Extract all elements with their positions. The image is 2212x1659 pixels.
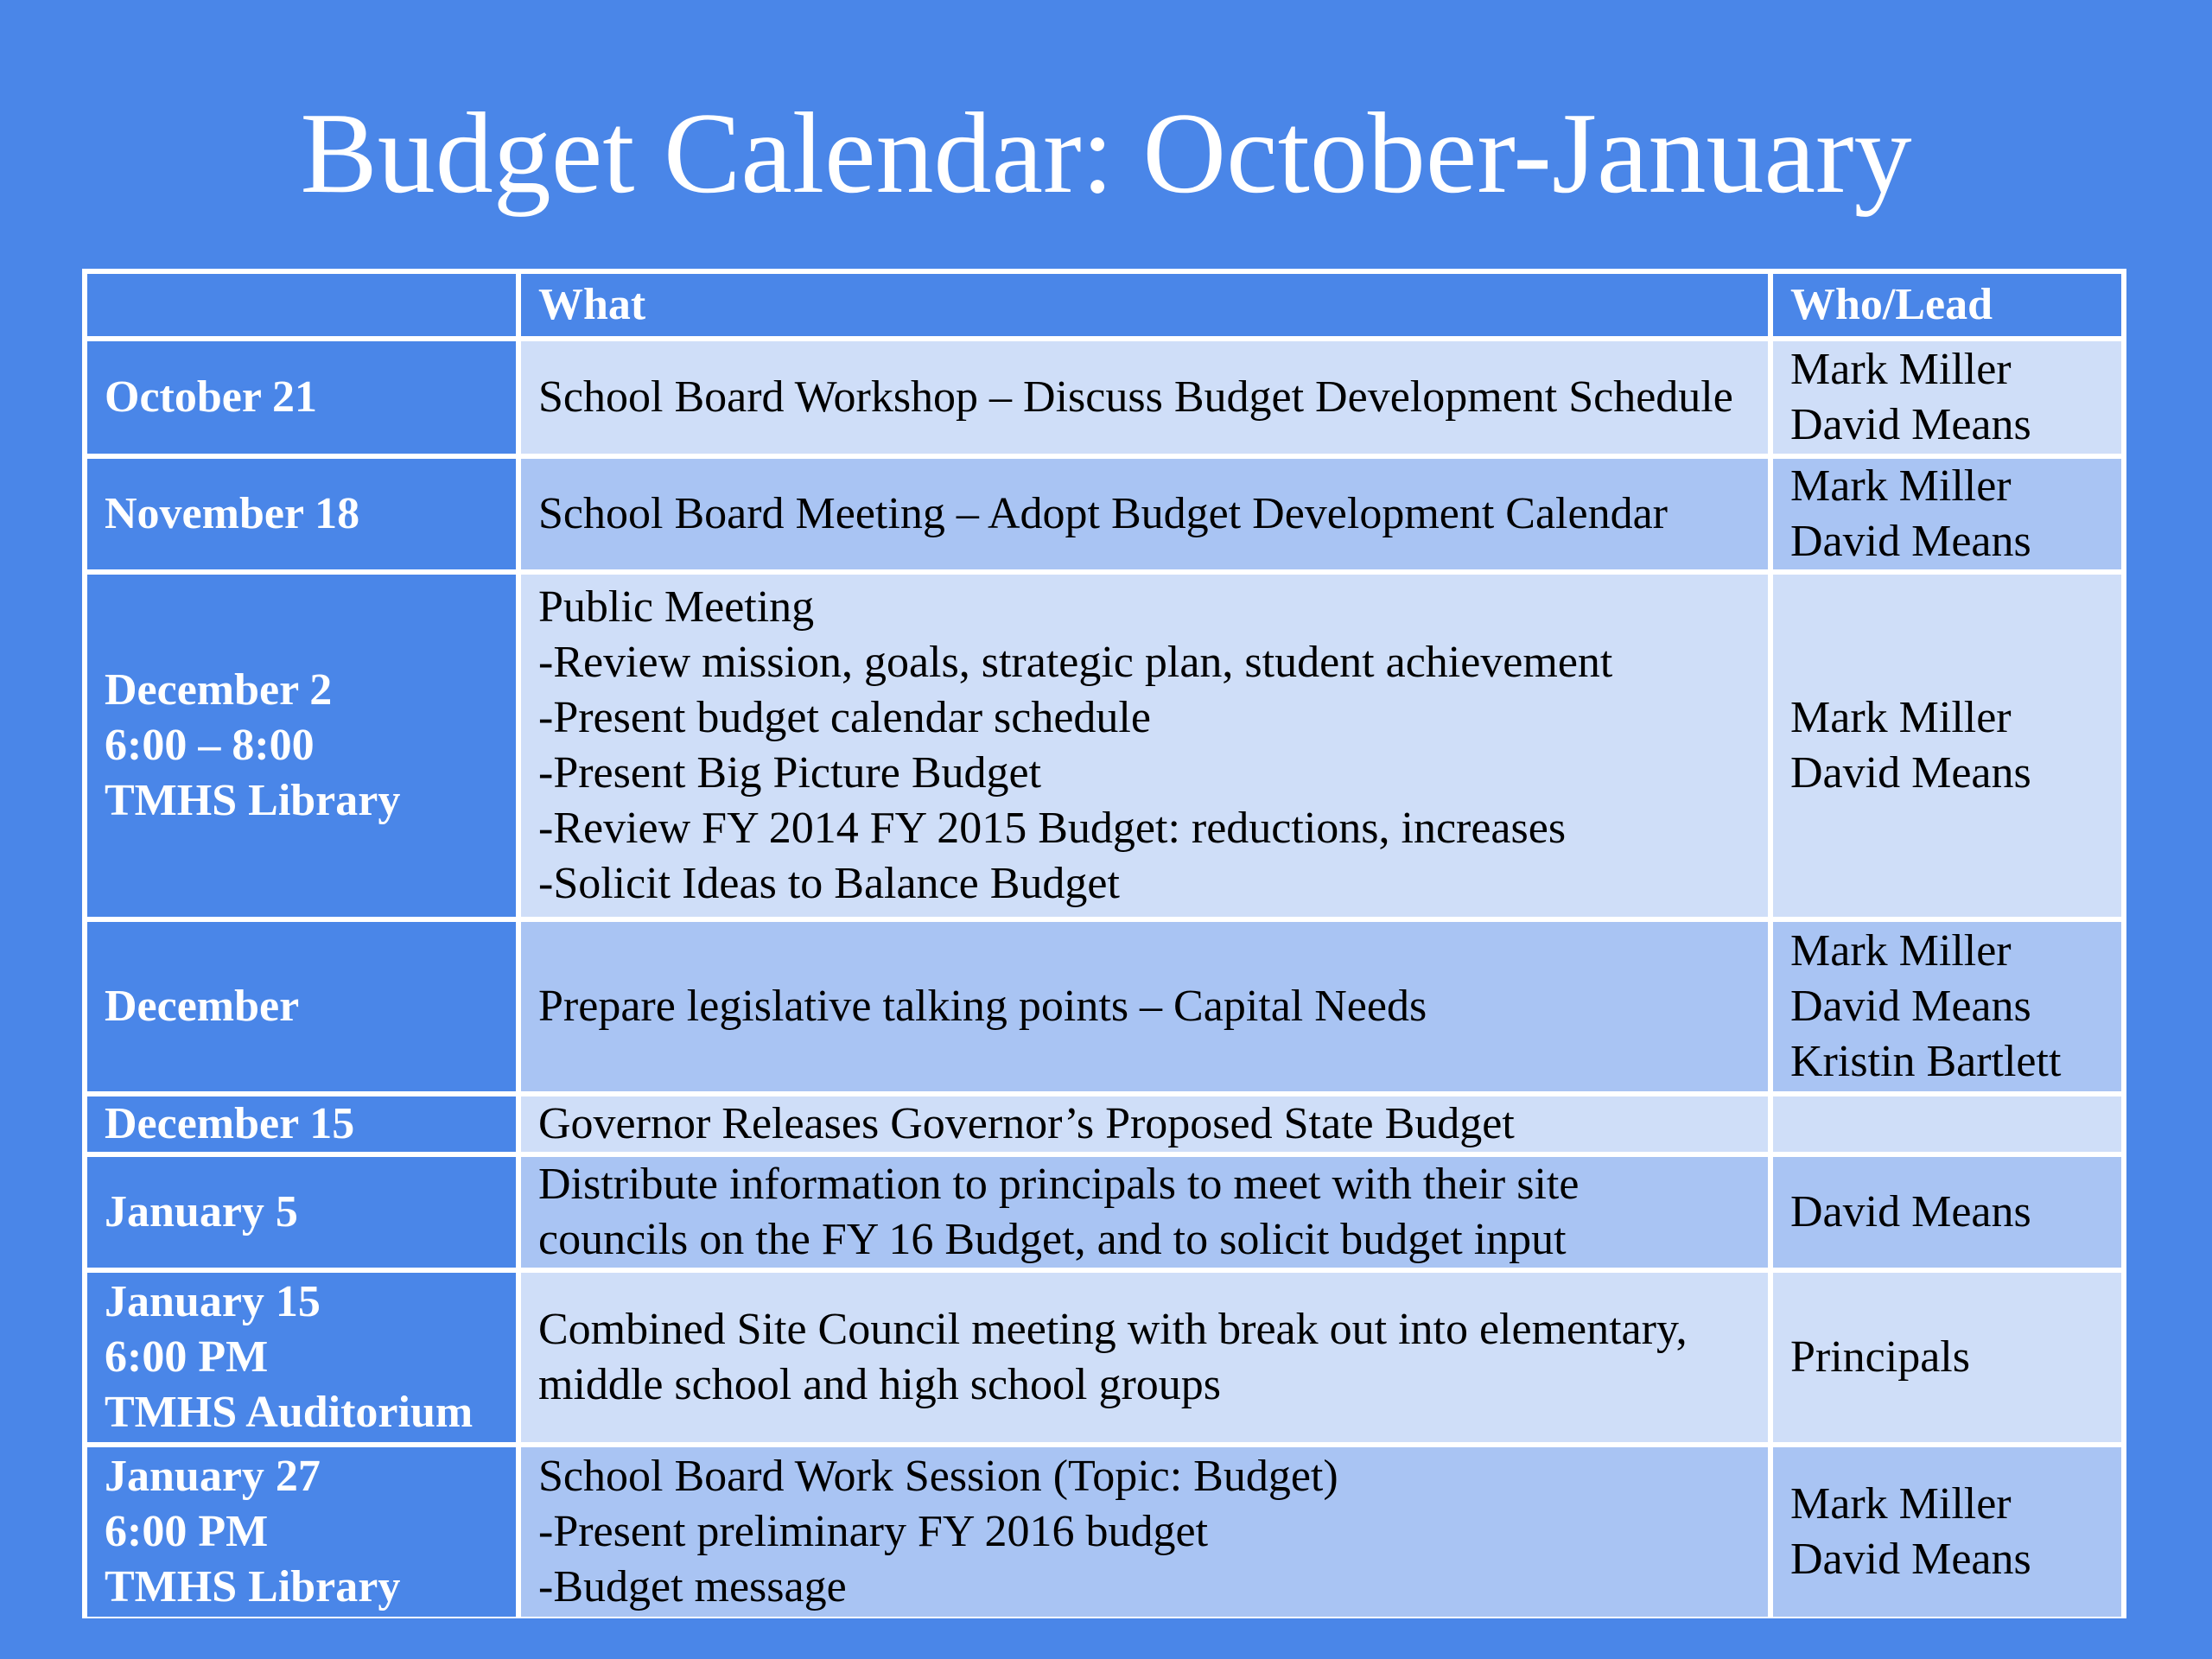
date-line: January 5 (105, 1187, 298, 1236)
date-line: 6:00 PM (105, 1332, 269, 1382)
date-line: 6:00 – 8:00 (105, 721, 315, 770)
header-row (87, 274, 2121, 336)
date-cell (87, 1273, 516, 1442)
what-cell (521, 1157, 1768, 1268)
who-line: Mark Miller (1790, 926, 2012, 976)
what-line: -Review mission, goals, strategic plan, student achievement (538, 638, 1613, 687)
who-cell (1773, 1273, 2121, 1442)
date-cell (87, 459, 516, 569)
slide-title: Budget Calendar: October-January (300, 89, 1912, 217)
what-cell (521, 922, 1768, 1091)
what-line: middle school and high school groups (538, 1360, 1222, 1409)
table-row (87, 1447, 2121, 1617)
what-line: Governor Releases Governor’s Proposed State Budget (538, 1099, 1515, 1148)
date-line: January 27 (105, 1452, 321, 1501)
date-line: October 21 (105, 372, 317, 422)
date-line: November 18 (105, 489, 360, 538)
what-line: Distribute information to principals to meet with their site (538, 1160, 1580, 1209)
who-line: Mark Miller (1790, 345, 2012, 394)
table-row (87, 459, 2121, 569)
table-row (87, 1273, 2121, 1442)
who-line: Kristin Bartlett (1790, 1037, 2062, 1086)
date-line: December 2 (105, 665, 333, 715)
who-line: David Means (1790, 1187, 2031, 1236)
header-who: Who/Lead (1773, 274, 2121, 336)
what-line: School Board Meeting – Adopt Budget Development Calendar (538, 489, 1668, 538)
who-line: David Means (1790, 400, 2031, 449)
who-line: Mark Miller (1790, 461, 2012, 511)
what-line: -Solicit Ideas to Balance Budget (538, 859, 1120, 908)
who-line: Principals (1790, 1332, 1970, 1382)
who-cell (1773, 922, 2121, 1091)
who-line: Mark Miller (1790, 1479, 2012, 1529)
date-cell (87, 575, 516, 917)
date-line: 6:00 PM (105, 1507, 269, 1556)
date-line: December 15 (105, 1099, 355, 1148)
what-cell (521, 459, 1768, 569)
date-cell (87, 341, 516, 454)
what-cell (521, 1096, 1768, 1152)
what-cell (521, 341, 1768, 454)
what-line: -Present Big Picture Budget (538, 748, 1042, 798)
who-line: David Means (1790, 982, 2031, 1031)
who-line: David Means (1790, 517, 2031, 566)
table-row (87, 1096, 2121, 1152)
who-cell-empty (1773, 1096, 2121, 1152)
what-line: -Present preliminary FY 2016 budget (538, 1507, 1209, 1556)
who-cell (1773, 459, 2121, 569)
date-line: January 15 (105, 1277, 321, 1326)
date-cell (87, 922, 516, 1091)
who-cell (1773, 1447, 2121, 1617)
who-cell (1773, 1157, 2121, 1268)
what-cell (521, 1447, 1768, 1617)
what-line: Prepare legislative talking points – Capital Needs (538, 982, 1427, 1031)
who-cell (1773, 341, 2121, 454)
who-line: Mark Miller (1790, 693, 2012, 742)
what-cell (521, 575, 1768, 917)
table-row (87, 341, 2121, 454)
calendar-grid (82, 269, 2126, 1622)
header-date (87, 274, 516, 336)
header-what: What (521, 274, 1768, 336)
what-line: School Board Workshop – Discuss Budget Development Schedule (538, 372, 1733, 422)
who-line: David Means (1790, 748, 2031, 798)
date-line: TMHS Auditorium (105, 1388, 474, 1437)
date-cell (87, 1096, 516, 1152)
what-line: -Review FY 2014 FY 2015 Budget: reductions, increases (538, 804, 1567, 853)
who-cell (1773, 575, 2121, 917)
budget-calendar-table (82, 269, 2126, 1618)
table-row (87, 922, 2121, 1091)
what-line: School Board Work Session (Topic: Budget) (538, 1452, 1338, 1501)
who-line: David Means (1790, 1535, 2031, 1584)
what-line: councils on the FY 16 Budget, and to solicit budget input (538, 1215, 1567, 1264)
date-line: TMHS Library (105, 1562, 401, 1611)
date-line: TMHS Library (105, 776, 401, 825)
what-line: Public Meeting (538, 582, 815, 632)
what-line: -Budget message (538, 1562, 847, 1611)
date-cell (87, 1447, 516, 1617)
what-line: -Present budget calendar schedule (538, 693, 1151, 742)
date-cell (87, 1157, 516, 1268)
date-line: December (105, 982, 300, 1031)
table-row (87, 1157, 2121, 1268)
what-cell (521, 1273, 1768, 1442)
what-line: Combined Site Council meeting with break out into elementary, (538, 1305, 1688, 1354)
table-row (87, 575, 2121, 917)
